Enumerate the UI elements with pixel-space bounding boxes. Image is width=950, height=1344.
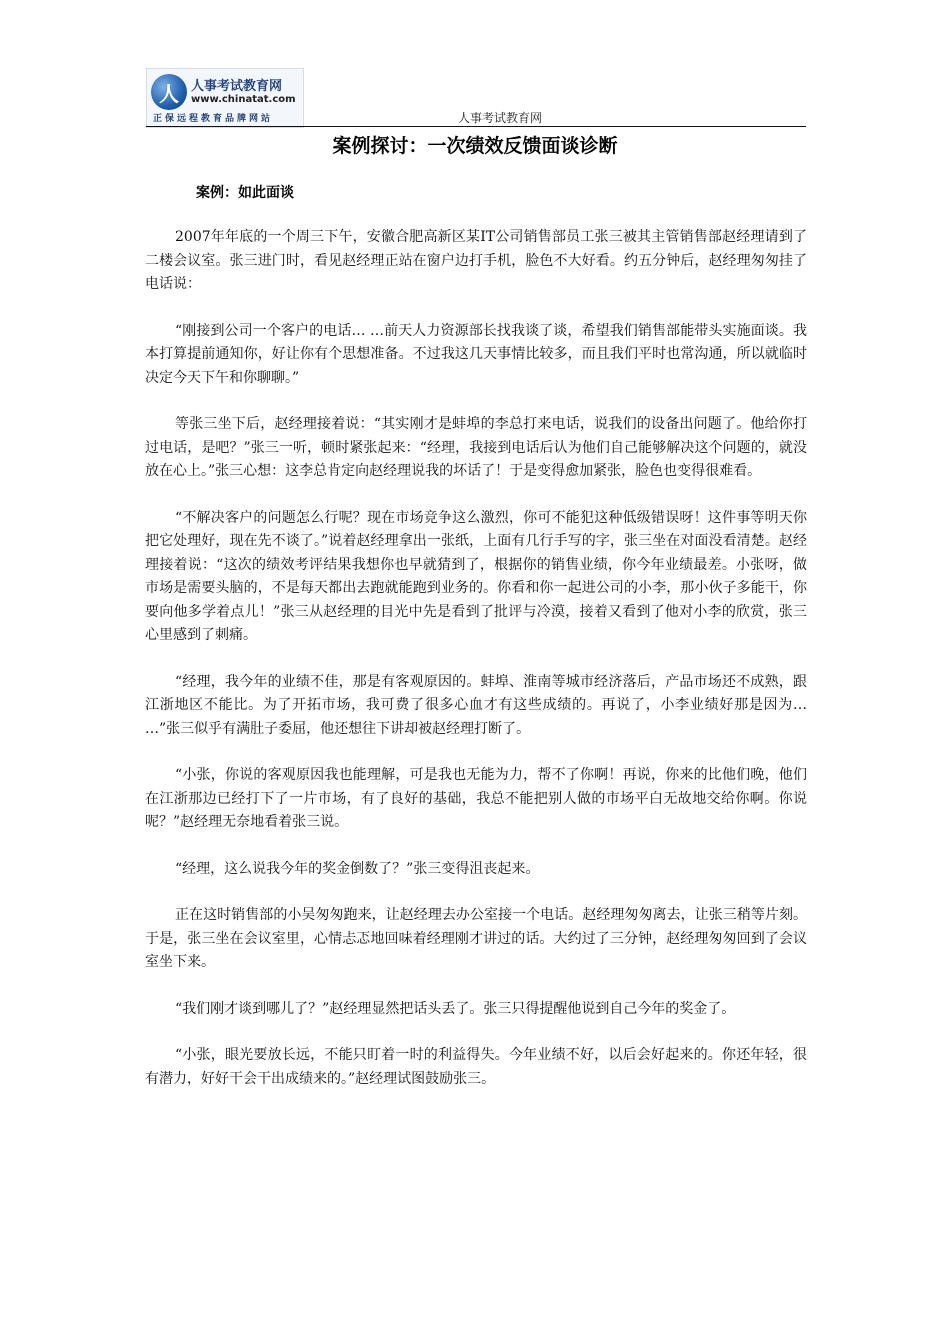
paragraph: “不解决客户的问题怎么行呢？现在市场竞争这么激烈，你可不能犯这种低级错误呀！这件事等明天你把它处理好，现在先不谈了。”说着赵经理拿出一张纸，上面有几行手写的字，张三坐在对面没看清楚。赵经理接着说：“这次的绩效考评结果我想你也早就猜到了，根据你的销售业绩，你今年业绩最差。小张呀，做市场是需要头脑的，不是每天都出去跑就能跑到业务的。你看和你一起进公司的小李，那小伙子多能干，你要向他多学着点儿！”张三从赵经理的目光中先是看到了批评与冷漠，接着又看到了他对小李的欣赏，张三心里感到了刺痛。 (145, 509, 807, 643)
paragraph: “小张，眼光要放长远，不能只盯着一时的利益得失。今年业绩不好，以后会好起来的。你还年轻，很有潜力，好好干会干出成绩来的。”赵经理试图鼓励张三。 (145, 1047, 807, 1087)
case-label: 案例：如此面谈 (196, 185, 294, 201)
globe-icon (151, 74, 187, 110)
paragraph: 2007年年底的一个周三下午，安徽合肥高新区某IT公司销售部员工张三被其主管销售部赵经理请到了二楼会议室。张三进门时，看见赵经理正站在窗户边打手机，脸色不大好看。约五分钟后，赵经理匆匆挂了电话说： (145, 229, 807, 292)
logo-url: www.chinatat.com (191, 94, 296, 105)
logo-glyph: 人 (159, 81, 179, 106)
article-body (145, 226, 807, 1114)
document-title: 案例探讨：一次绩效反馈面谈诊断 (332, 135, 618, 157)
header-site-label: 人事考试教育网 (458, 111, 543, 125)
paragraph: “小张，你说的客观原因我也能理解，可是我也无能为力，帮不了你啊！再说，你来的比他们晚，他们在江浙那边已经打下了一片市场，有了良好的基础，我总不能把别人做的市场平白无故地交给你啊。你说呢？”赵经理无奈地看着张三说。 (145, 767, 807, 830)
site-logo[interactable] (146, 68, 304, 128)
paragraph: 正在这时销售部的小吴匆匆跑来，让赵经理去办公室接一个电话。赵经理匆匆离去，让张三稍等片刻。于是，张三坐在会议室里，心情忐忑地回味着经理刚才讲过的话。大约过了三分钟，赵经理匆匆回到了会议室坐下来。 (145, 907, 807, 970)
paragraph: “我们刚才谈到哪儿了？”赵经理显然把话头丢了。张三只得提醒他说到自己今年的奖金了。 (175, 1000, 736, 1017)
paragraph: 等张三坐下后，赵经理接着说：“其实刚才是蚌埠的李总打来电话，说我们的设备出问题了。他给你打过电话，是吧？”张三一听，顿时紧张起来：“经理，我接到电话后认为他们自己能够解决这个问题的，就没放在心上。”张三心想：这李总肯定向赵经理说我的坏话了！于是变得愈加紧张，脸色也变得很难看。 (145, 416, 807, 479)
logo-slogan: 正保远程教育品牌网站 (153, 114, 274, 124)
header-divider (146, 126, 806, 127)
paragraph: “经理，我今年的业绩不佳，那是有客观原因的。蚌埠、淮南等城市经济落后，产品市场还不成熟，跟江浙地区不能比。为了开拓市场，我可费了很多心血才有这些成绩的。再说了，小李业绩好那是因为… …”张三似乎有满肚子委屈，他还想往下讲却被赵经理打断了。 (145, 673, 807, 737)
paragraph: “刚接到公司一个客户的电话… …前天人力资源部长找我谈了谈，希望我们销售部能带头实施面谈。我本打算提前通知你，好让你有个思想准备。不过我这几天事情比较多，而且我们平时也常沟通，所以就临时决定今天下午和你聊聊。” (145, 322, 807, 386)
logo-name: 人事考试教育网 (191, 79, 283, 94)
paragraph: “经理，这么说我今年的奖金倒数了？”张三变得沮丧起来。 (175, 860, 540, 877)
